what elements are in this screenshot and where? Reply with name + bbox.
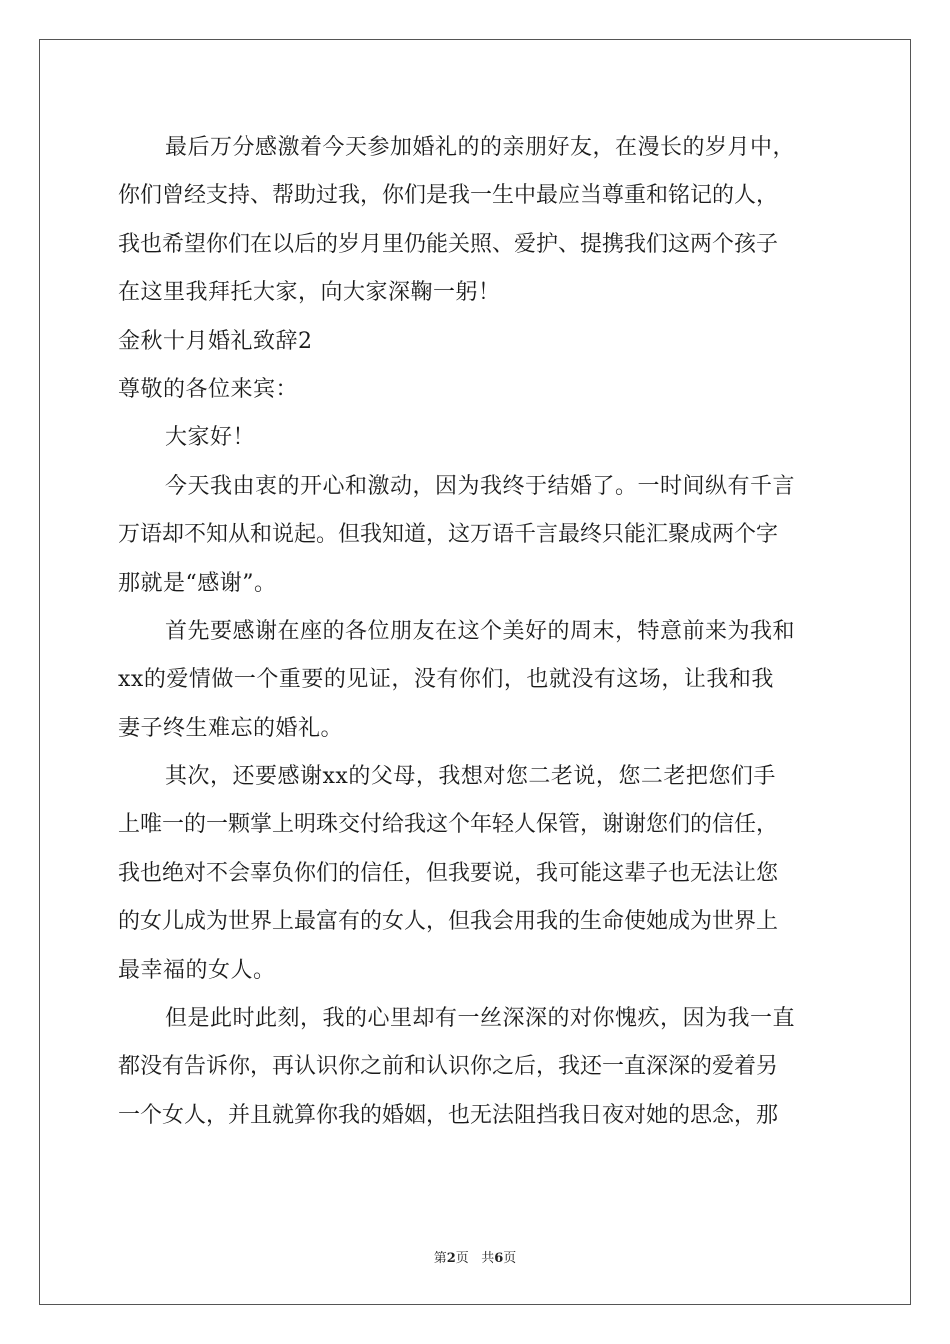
text-line: 你们曾经支持、帮助过我，你们是我一生中最应当尊重和铭记的人， (118, 183, 779, 209)
total-prefix: 共 (481, 1251, 495, 1266)
text-line: 但是此时此刻，我的心里却有一丝深深的对你愧疚，因为我一直 (165, 1006, 796, 1032)
text-line: 都没有告诉你，再认识你之前和认识你之后，我还一直深深的爱着另 (118, 1054, 779, 1080)
text-line: 其次，还要感谢xx的父母，我想对您二老说，您二老把您们手 (165, 764, 776, 790)
text-line: 上唯一的一颗掌上明珠交付给我这个年轻人保管，谢谢您们的信任， (118, 812, 779, 838)
text-line: 在这里我拜托大家，向大家深鞠一躬！ (118, 280, 501, 306)
text-line: 的女儿成为世界上最富有的女人，但我会用我的生命使她成为世界上 (118, 909, 779, 935)
text-line: 今天我由衷的开心和激动，因为我终于结婚了。一时间纵有千言 (165, 473, 796, 499)
document-body (118, 124, 832, 1140)
text-line: 那就是“感谢”。 (118, 570, 277, 596)
text-line: 一个女人，并且就算你我的婚姻，也无法阻挡我日夜对她的思念，那 (118, 1102, 779, 1128)
greeting: 大家好！ (165, 425, 256, 451)
salutation: 尊敬的各位来宾： (118, 376, 299, 402)
text-line: 万语却不知从和说起。但我知道，这万语千言最终只能汇聚成两个字 (118, 522, 779, 548)
text-line: 最幸福的女人。 (118, 957, 276, 983)
total-page-number: 6 (494, 1251, 504, 1266)
text-line: 首先要感谢在座的各位朋友在这个美好的周末，特意前来为我和 (165, 618, 796, 644)
current-page-number: 2 (446, 1251, 456, 1266)
page-suffix: 页 (455, 1251, 469, 1266)
text-line: 我也希望你们在以后的岁月里仍能关照、爱护、提携我们这两个孩子 (118, 231, 779, 257)
text-line: xx的爱情做一个重要的见证，没有你们，也就没有这场，让我和我 (118, 667, 774, 693)
section-title: 金秋十月婚礼致辞2 (118, 328, 313, 354)
page-footer (0, 1247, 950, 1266)
text-line: 我也绝对不会辜负你们的信任，但我要说，我可能这辈子也无法让您 (118, 860, 779, 886)
text-line: 最后万分感激着今天参加婚礼的的亲朋好友，在漫长的岁月中， (165, 135, 796, 160)
page-prefix: 第 (433, 1251, 447, 1266)
text-line: 妻子终生难忘的婚礼。 (118, 715, 344, 741)
total-suffix: 页 (503, 1251, 517, 1266)
